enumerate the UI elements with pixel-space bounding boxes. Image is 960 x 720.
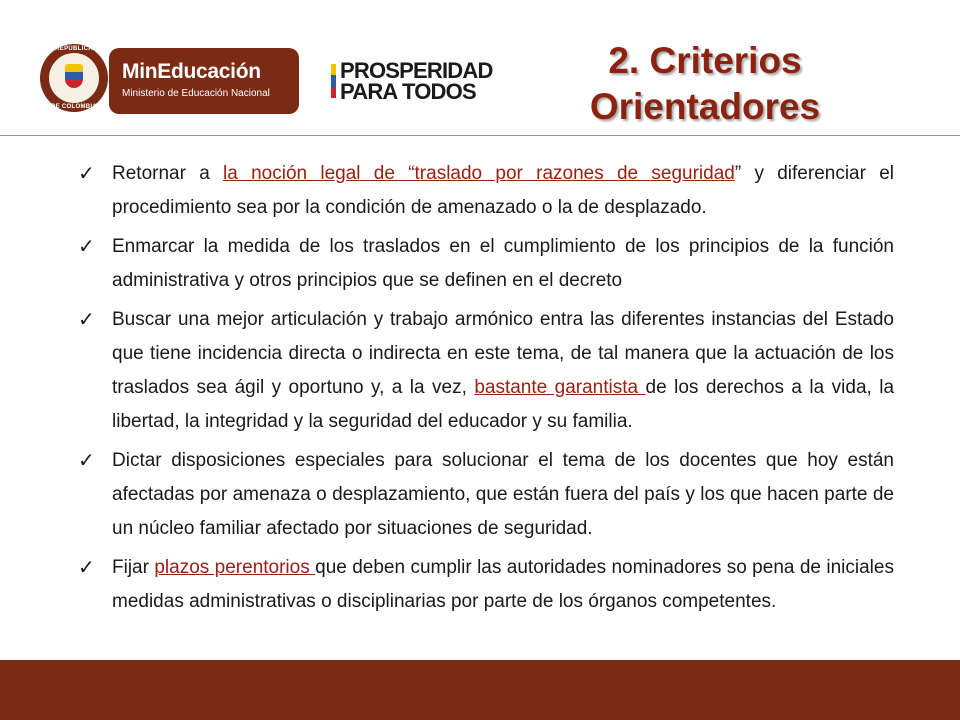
prosperidad-logo-line2: PARA TODOS bbox=[340, 79, 476, 104]
colombia-flag-bars bbox=[331, 64, 336, 98]
bullet-highlight-link[interactable]: la noción legal de “traslado por razones de seguridad bbox=[223, 163, 735, 184]
flag-bar-yellow bbox=[331, 64, 336, 75]
bullet-text: Fijar bbox=[112, 557, 155, 578]
check-icon: ✓ bbox=[78, 309, 95, 331]
prosperidad-logo bbox=[340, 60, 493, 102]
bullet-text: Enmarcar la medida de los traslados en el cumplimiento de los principios de la función administrativa y otros principios que se definen en el decreto bbox=[112, 236, 894, 291]
prosperidad-logo-line1: PROSPERIDAD bbox=[340, 58, 493, 83]
check-icon: ✓ bbox=[78, 163, 95, 185]
bullet-text: Buscar una mejor articulación y trabajo armónico entra las diferentes instancias del Estado que tiene incidencia directa o indirecta en este tema, de tal manera que la actuación de los traslados sea ágil y oportuno y, a la vez, bbox=[112, 309, 894, 398]
footer-bar bbox=[0, 660, 960, 720]
mineducacion-logo-subtitle: Ministerio de Educación Nacional bbox=[122, 88, 270, 99]
bullet-item bbox=[78, 551, 894, 619]
check-icon: ✓ bbox=[78, 557, 95, 579]
bullet-item bbox=[78, 230, 894, 298]
slide-header bbox=[0, 0, 960, 136]
seal-emblem bbox=[49, 53, 99, 103]
header-divider bbox=[0, 135, 960, 136]
bullet-text-after: de los derechos a la vida, la libertad, la integridad y la seguridad del educador y su familia. bbox=[112, 377, 895, 432]
bullet-text-after: ” y diferenciar el procedimiento sea por la condición de amenazado o la de desplazado. bbox=[112, 163, 895, 218]
check-icon: ✓ bbox=[78, 450, 95, 472]
bullet-highlight-link[interactable]: plazos perentorios bbox=[154, 557, 316, 578]
bullet-text: Dictar disposiciones especiales para solucionar el tema de los docentes que hoy están afectadas por amenaza o desplazamiento, que están fuera del país y los que hacen parte de un núcleo familiar afectado por situaciones de seguridad. bbox=[112, 450, 894, 539]
slide-title bbox=[540, 38, 870, 130]
mineducacion-logo bbox=[109, 48, 299, 114]
slide-title-line2: Orientadores bbox=[589, 86, 821, 127]
bullet-item bbox=[78, 444, 894, 546]
slide-title-line1: 2. Criterios bbox=[608, 40, 802, 81]
flag-bar-red bbox=[331, 87, 336, 98]
colombia-seal-logo bbox=[40, 44, 108, 112]
bullet-item bbox=[78, 303, 894, 439]
seal-top-text: REPÚBLICA bbox=[55, 46, 93, 52]
mineducacion-logo-name: MinEducación bbox=[122, 60, 261, 83]
bullet-item bbox=[78, 157, 894, 225]
bullet-text-after: que deben cumplir las autoridades nominadores so pena de iniciales medidas administrativas o disciplinarias por parte de los órganos competentes. bbox=[112, 557, 894, 612]
flag-bar-blue bbox=[331, 75, 336, 86]
bullet-highlight-link[interactable]: bastante garantista bbox=[474, 377, 646, 398]
seal-bottom-text: DE COLOMBIA bbox=[51, 104, 97, 110]
bullet-text: Retornar a bbox=[112, 163, 224, 184]
bullet-list bbox=[78, 157, 894, 624]
shield-icon bbox=[65, 64, 83, 88]
check-icon: ✓ bbox=[78, 236, 95, 258]
